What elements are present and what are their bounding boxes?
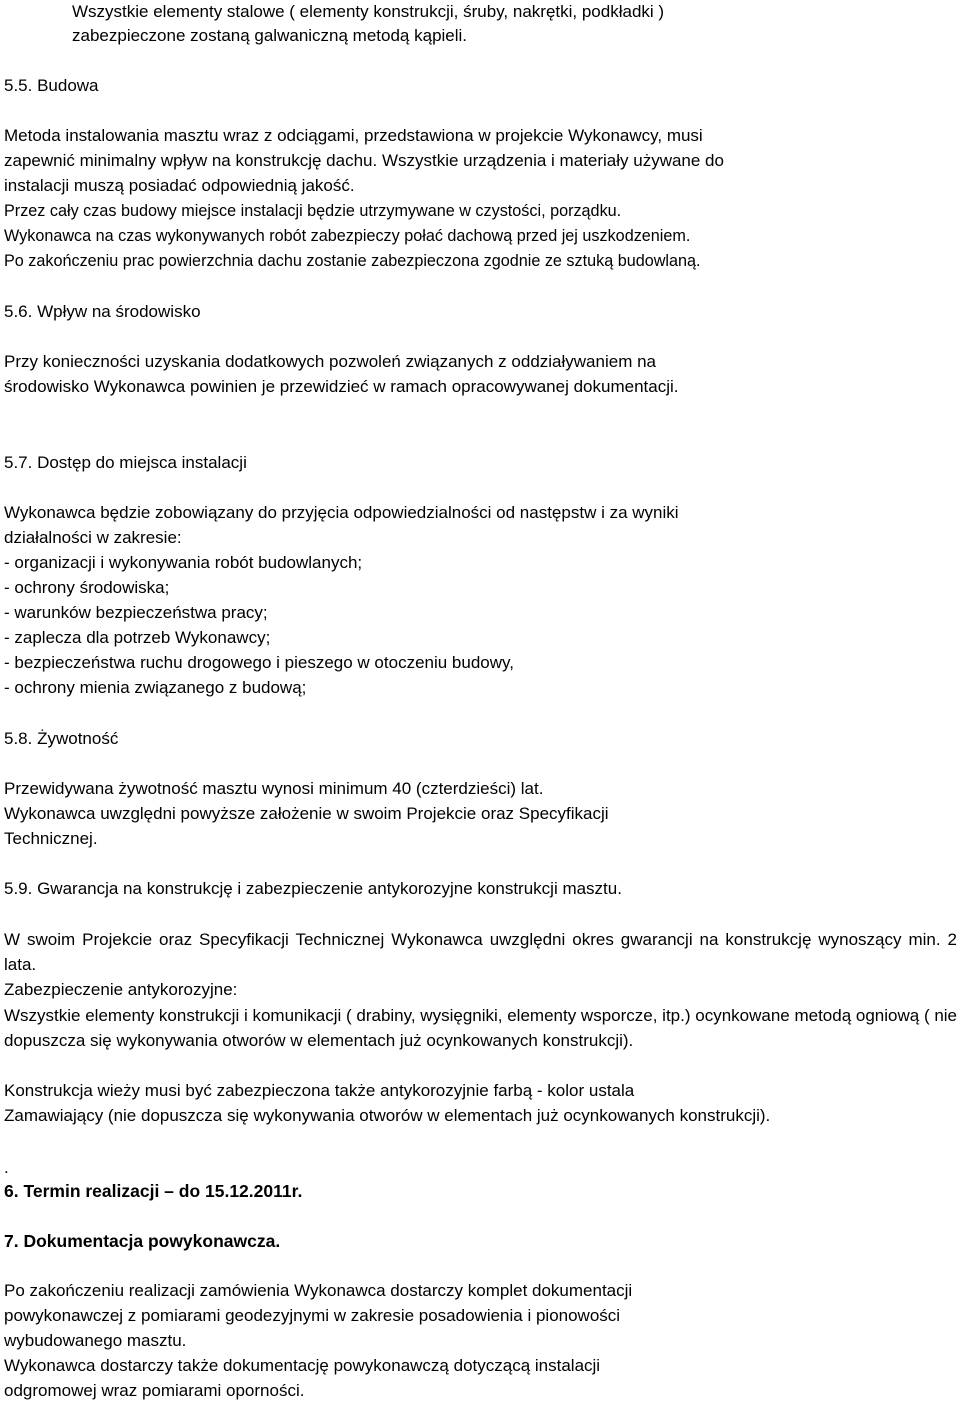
text-line: wybudowanego masztu. xyxy=(4,1331,187,1350)
text-line: Wykonawca dostarczy także dokumentację powykonawczą dotyczącą instalacji xyxy=(4,1356,601,1375)
section-heading-7: 7. Dokumentacja powykonawcza. xyxy=(4,1231,281,1251)
text-line: Wszystkie elementy stalowe ( elementy konstrukcji, śruby, nakrętki, podkładki ) xyxy=(72,2,665,21)
list-item: - warunków bezpieczeństwa pracy; xyxy=(4,603,268,622)
subheading: Zabezpieczenie antykorozyjne: xyxy=(4,980,238,999)
text-line: Przewidywana żywotność masztu wynosi minimum 40 (czterdzieści) lat. xyxy=(4,779,544,798)
paragraph: W swoim Projekcie oraz Specyfikacji Technicznej Wykonawca uwzględni okres gwarancji na konstrukcję wynoszący min. 2 lata. xyxy=(4,930,957,974)
text-line: . xyxy=(4,1158,9,1177)
text-line: Po zakończeniu realizacji zamówienia Wykonawca dostarczy komplet dokumentacji xyxy=(4,1281,633,1300)
list-item: - organizacji i wykonywania robót budowlanych; xyxy=(4,553,363,572)
text-line: Technicznej. xyxy=(4,829,98,848)
text-line: Metoda instalowania masztu wraz z odciągami, przedstawiona w projekcie Wykonawcy, musi xyxy=(4,126,703,145)
text-line: powykonawczej z pomiarami geodezyjnymi w zakresie posadowienia i pionowości xyxy=(4,1306,621,1325)
text-line: Przy konieczności uzyskania dodatkowych pozwoleń związanych z oddziaływaniem na xyxy=(4,352,656,371)
text-line: zabezpieczone zostaną galwaniczną metodą kąpieli. xyxy=(72,26,468,45)
text-line: Konstrukcja wieży musi być zabezpieczona także antykorozyjnie farbą - kolor ustala xyxy=(4,1081,635,1100)
text-line: Po zakończeniu prac powierzchnia dachu zostanie zabezpieczona zgodnie ze sztuką budowlaną. xyxy=(4,252,701,270)
list-item: - ochrony mienia związanego z budową; xyxy=(4,678,307,697)
text-line: Wykonawca uwzględni powyższe założenie w swoim Projekcie oraz Specyfikacji xyxy=(4,804,609,823)
text-line: Wykonawca będzie zobowiązany do przyjęcia odpowiedzialności od następstw i za wyniki xyxy=(4,503,679,522)
section-heading-5-9: 5.9. Gwarancja na konstrukcję i zabezpieczenie antykorozyjne konstrukcji masztu. xyxy=(4,879,622,898)
text-line: Przez cały czas budowy miejsce instalacji będzie utrzymywane w czystości, porządku. xyxy=(4,202,622,220)
paragraph: Zamawiający (nie dopuszcza się wykonywania otworów w elementach już ocynkowanych konstrukcji). xyxy=(4,1106,771,1125)
text-line: środowisko Wykonawca powinien je przewidzieć w ramach opracowywanej dokumentacji. xyxy=(4,377,679,396)
section-heading-5-8: 5.8. Żywotność xyxy=(4,729,119,748)
text-line: zapewnić minimalny wpływ na konstrukcję dachu. Wszystkie urządzenia i materiały używane do xyxy=(4,151,724,170)
paragraph: Wszystkie elementy konstrukcji i komunikacji ( drabiny, wysięgniki, elementy wsporcze, itp.) ocynkowane metodą ogniową ( nie dopuszcza się wykonywania otworów w elementach już ocynkowanych konstrukcji). xyxy=(4,1006,958,1050)
section-heading-5-7: 5.7. Dostęp do miejsca instalacji xyxy=(4,453,247,472)
text-line: Wykonawca na czas wykonywanych robót zabezpieczy połać dachową przed jej uszkodzeniem. xyxy=(4,227,691,245)
section-heading-5-6: 5.6. Wpływ na środowisko xyxy=(4,302,201,321)
section-heading-5-5: 5.5. Budowa xyxy=(4,76,99,95)
text-line: działalności w zakresie: xyxy=(4,528,182,547)
list-item: - ochrony środowiska; xyxy=(4,578,170,597)
section-heading-6: 6. Termin realizacji – do 15.12.2011r. xyxy=(4,1181,303,1201)
text-line: odgromowej wraz pomiarami oporności. xyxy=(4,1381,305,1400)
list-item: - bezpieczeństwa ruchu drogowego i pieszego w otoczeniu budowy, xyxy=(4,653,514,672)
list-item: - zaplecza dla potrzeb Wykonawcy; xyxy=(4,628,271,647)
text-line: instalacji muszą posiadać odpowiednią jakość. xyxy=(4,176,355,195)
